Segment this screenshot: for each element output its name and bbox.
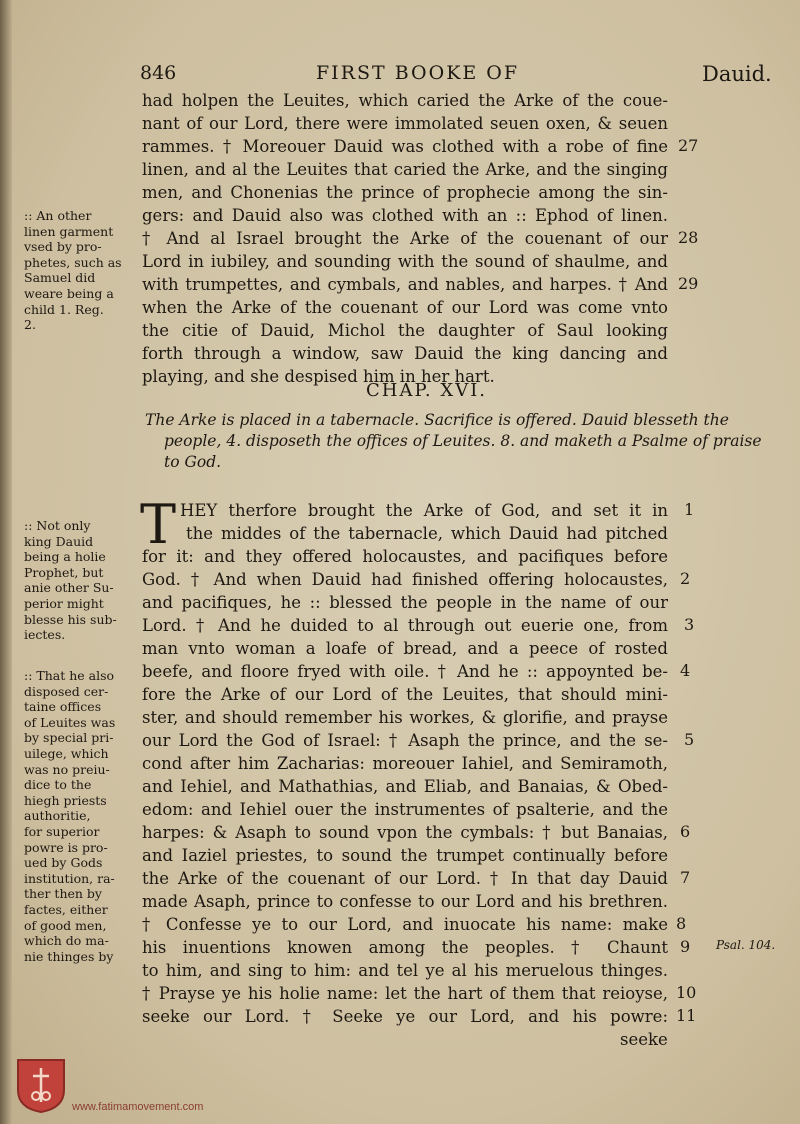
margin-note-line: child 1. Reg.	[24, 301, 104, 317]
text-line: his inuentions knowen among the peoples. † Chaunt	[142, 938, 668, 957]
margin-note-line: anie other Su-	[24, 580, 114, 596]
margin-note-line: vsed by pro-	[24, 239, 102, 255]
text-line: beefe, and floore fryed with oile. † And he :: appoynted be-	[142, 662, 668, 681]
margin-note	[24, 208, 136, 333]
margin-note-line: ther then by	[24, 886, 102, 902]
margin-note-line: Samuel did	[24, 270, 96, 286]
margin-note-line: disposed cer-	[24, 683, 109, 699]
text-line: God. † And when Dauid had finished offering holocaustes,	[142, 570, 668, 589]
verse-number: 28	[678, 228, 699, 247]
verse-number: 6	[680, 822, 691, 841]
text-line: rammes. † Moreouer Dauid was clothed with a robe of fine	[142, 137, 668, 156]
text-line: with trumpettes, and cymbals, and nables, and harpes. † And	[142, 275, 668, 294]
text-line: seeke our Lord. † Seeke ye our Lord, and his powre:	[142, 1007, 668, 1026]
margin-note-line: king Dauid	[24, 533, 94, 549]
text-line: and Iehiel, and Mathathias, and Eliab, and Banaias, & Obed-	[142, 777, 668, 796]
verse-number: 4	[680, 661, 691, 680]
verse-number: 2	[680, 569, 691, 588]
drop-cap: T	[140, 493, 177, 556]
verse-number: 9	[680, 937, 691, 956]
text-line: gers: and Dauid also was clothed with an :: Ephod of linen.	[142, 206, 668, 225]
watermark-link[interactable]: www.fatimamovement.com	[72, 1101, 204, 1113]
text-line: to him, and sing to him: and tel ye al his meruelous thinges.	[142, 961, 668, 980]
margin-note-line: weare being a	[24, 285, 114, 301]
margin-note-line: blesse his sub-	[24, 611, 117, 627]
margin-note-line: institution, ra-	[24, 870, 115, 886]
text-line: and pacifiques, he :: blessed the people in the name of our	[142, 593, 668, 612]
text-line: men, and Chonenias the prince of prophecie among the sin-	[142, 183, 668, 202]
page-edge-shadow	[0, 0, 12, 1124]
margin-note-line: being a holie	[24, 549, 106, 565]
margin-note-line: :: Not only	[24, 518, 91, 533]
text-line: linen, and al the Leuites that caried the Arke, and the singing	[142, 160, 668, 179]
text-line: fore the Arke of our Lord of the Leuites, that should mini-	[142, 685, 668, 704]
text-line: ster, and should remember his workes, & glorifie, and prayse	[142, 708, 668, 727]
page-number: 846	[140, 62, 177, 84]
margin-note-line: hiegh priests	[24, 792, 107, 808]
text-line: cond after him Zacharias: moreouer Iahiel, and Semiramoth,	[142, 754, 668, 773]
margin-note-line: powre is pro-	[24, 839, 108, 855]
verse-number: 10	[676, 983, 697, 1002]
text-line: when the Arke of the couenant of our Lord was come vnto	[142, 298, 668, 317]
margin-note-line: for superior	[24, 823, 100, 839]
text-line: the citie of Dauid, Michol the daughter of Saul looking	[142, 321, 668, 340]
catchword: seeke	[620, 1030, 668, 1049]
text-line: † Prayse ye his holie name: let the hart of them that reioyse,	[142, 984, 668, 1003]
text-line: made Asaph, prince to confesse to our Lord and his brethren.	[142, 892, 668, 911]
margin-note-line: of good men,	[24, 917, 107, 933]
text-line: the Arke of the couenant of our Lord. † In that day Dauid	[142, 869, 668, 888]
summary-line: to God.	[164, 453, 222, 471]
cross-reference: Psal. 104.	[716, 938, 776, 952]
margin-note-line: iectes.	[24, 627, 66, 643]
verse-number: 1	[684, 500, 695, 519]
text-line: † And al Israel brought the Arke of the couenant of our	[142, 229, 668, 248]
margin-note-line: ued by Gods	[24, 855, 103, 871]
papal-seal-icon	[14, 1056, 68, 1114]
chapter-heading: CHAP. XVI.	[366, 380, 488, 401]
text-line: playing, and she despised him in her hart.	[142, 367, 495, 386]
margin-note-line: nie thinges by	[24, 948, 114, 964]
text-line: and Iaziel priestes, to sound the trumpet continually before	[142, 846, 668, 865]
verse-number: 27	[678, 136, 699, 155]
text-line: † Confesse ye to our Lord, and inuocate his name: make	[142, 915, 668, 934]
text-line: HEY therfore brought the Arke of God, and set it in	[180, 501, 668, 520]
margin-note-line: 2.	[24, 317, 36, 333]
margin-note-line: authoritie,	[24, 808, 91, 824]
text-line: our Lord the God of Israel: † Asaph the prince, and the se-	[142, 731, 668, 750]
margin-note-line: which do ma-	[24, 933, 109, 949]
text-line: harpes: & Asaph to sound vpon the cymbals: † but Banaias,	[142, 823, 668, 842]
text-line: Lord in iubiley, and sounding with the sound of shaulme, and	[142, 252, 668, 271]
verse-number: 11	[676, 1006, 697, 1025]
verse-number: 5	[684, 730, 695, 749]
margin-note-line: was no preiu-	[24, 761, 110, 777]
margin-note	[24, 668, 136, 964]
margin-note-line: uilege, which	[24, 745, 109, 761]
margin-note-line: dice to the	[24, 777, 92, 793]
margin-note-line: phetes, such as	[24, 254, 122, 270]
margin-note-line: linen garment	[24, 223, 114, 239]
text-line: forth through a window, saw Dauid the king dancing and	[142, 344, 668, 363]
margin-note-line: by special pri-	[24, 730, 114, 746]
page-header	[0, 62, 800, 88]
text-line: the middes of the tabernacle, which Dauid had pitched	[186, 524, 668, 543]
margin-note	[24, 518, 136, 643]
running-head: FIRST BOOKE OF	[316, 62, 520, 84]
margin-note-line: of Leuites was	[24, 714, 116, 730]
margin-note-line: taine offices	[24, 699, 102, 715]
margin-note-line: Prophet, but	[24, 564, 104, 580]
text-line: man vnto woman a loafe of bread, and a peece of rosted	[142, 639, 668, 658]
summary-line: The Arke is placed in a tabernacle. Sacrifice is offered. Dauid blesseth the	[145, 411, 729, 429]
text-line: nant of our Lord, there were immolated seuen oxen, & seuen	[142, 114, 668, 133]
summary-line: people, 4. disposeth the offices of Leuites. 8. and maketh a Psalme of praise	[164, 432, 762, 450]
text-line: Lord. † And he duided to al through out euerie one, from	[142, 616, 668, 635]
text-line: edom: and Iehiel ouer the instrumentes of psalterie, and the	[142, 800, 668, 819]
margin-note-line: factes, either	[24, 901, 108, 917]
verse-number: 7	[680, 868, 691, 887]
margin-note-line: perior might	[24, 595, 104, 611]
text-line: for it: and they offered holocaustes, and pacifiques before	[142, 547, 668, 566]
text-line: had holpen the Leuites, which caried the Arke of the coue-	[142, 91, 668, 110]
margin-note-line: :: An other	[24, 208, 92, 223]
verse-number: 8	[676, 914, 687, 933]
verse-number: 29	[678, 274, 699, 293]
verse-number: 3	[684, 615, 695, 634]
running-head-book: Dauid.	[702, 62, 772, 86]
margin-note-line: :: That he also	[24, 668, 115, 683]
